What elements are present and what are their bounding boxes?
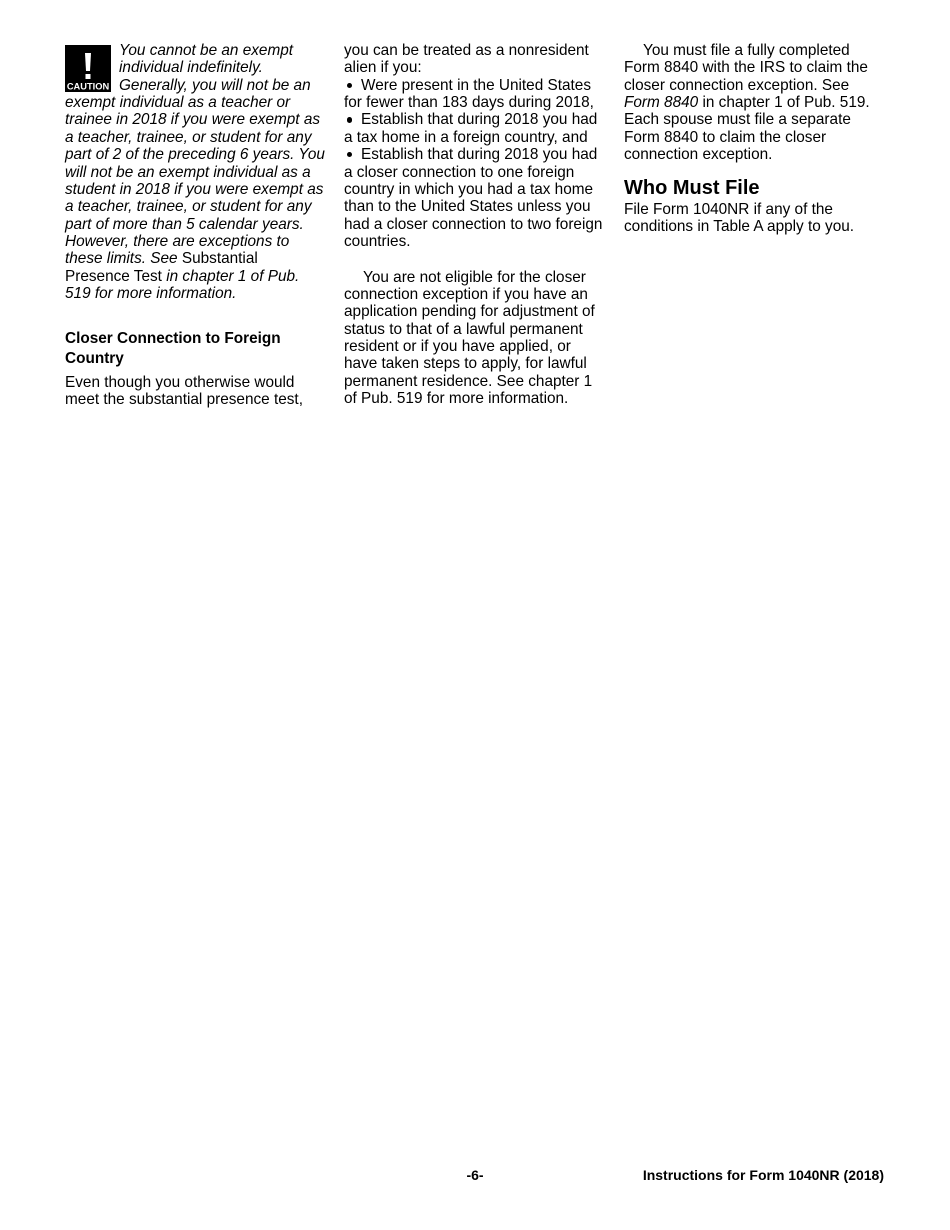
document-title: Instructions for Form 1040NR (2018) [642, 1167, 884, 1183]
heading-closer-connection [65, 329, 327, 369]
caution-text-line: will not be an exempt individual as a [65, 163, 311, 181]
paragraph-line: application pending for adjustment of [344, 303, 595, 321]
page-number: -6- [466, 1167, 484, 1183]
cross-reference: Form 8840 [624, 94, 699, 112]
paragraph-line: meet the substantial presence test, [65, 390, 303, 408]
paragraph-line: connection exception if you have an [344, 285, 588, 303]
caution-text-line [65, 268, 327, 285]
paragraph-line: Form 8840 with the IRS to claim the [624, 59, 868, 77]
paragraph-form-8840 [624, 42, 886, 164]
caution-text-line: Generally, you will not be an [119, 76, 311, 94]
paragraph-line: conditions in Table A apply to you. [624, 217, 855, 235]
bullet-icon [344, 77, 361, 94]
bullet-list [344, 77, 606, 251]
paragraph-who-must-file [624, 201, 886, 236]
heading-who-must-file: Who Must File [624, 176, 760, 199]
heading-line: Country [65, 350, 124, 368]
caution-text-line: a teacher, trainee, or student for any [65, 198, 312, 216]
caution-text-line: student in 2018 if you were exempt as [65, 180, 324, 198]
bullet-item [344, 146, 606, 250]
column-middle [344, 42, 606, 407]
bullet-text: Were present in the United States [361, 76, 591, 94]
caution-text-line: However, there are exceptions to [65, 232, 290, 250]
paragraph-line: File Form 1040NR if any of the [624, 200, 833, 218]
paragraph-intro-continued [344, 42, 606, 77]
paragraph-line: You are not eligible for the closer [363, 268, 586, 286]
paragraph-line: You must file a fully completed [643, 42, 850, 59]
paragraph-line: resident or if you have applied, or [344, 338, 571, 356]
paragraph-line: Form 8840 to claim the closer [624, 128, 827, 146]
caution-text-line: individual indefinitely. [119, 59, 263, 77]
heading-line: Closer Connection to Foreign [65, 330, 281, 348]
caution-icon [65, 45, 111, 92]
bullet-first-line [344, 146, 606, 163]
caution-text-line: a teacher, trainee, or student for any [65, 128, 312, 146]
paragraph-line: closer connection exception. See [624, 76, 850, 94]
caution-text-line: 519 for more information. [65, 285, 237, 303]
bullet-text: Establish that during 2018 you had [361, 111, 598, 129]
paragraph-line: Each spouse must file a separate [624, 111, 851, 129]
bullet-line: a tax home in a foreign country, and [344, 128, 588, 146]
bullet-line: country in which you had a tax home [344, 180, 594, 198]
bullet-line: for fewer than 183 days during 2018, [344, 94, 594, 112]
caution-note [65, 42, 327, 302]
caution-text-line: trainee in 2018 if you were exempt as [65, 111, 321, 129]
paragraph-line: status to that of a lawful permanent [344, 320, 583, 338]
paragraph-line: of Pub. 519 for more information. [344, 390, 569, 408]
cross-reference: Substantial [181, 250, 258, 268]
caution-text-line: part of more than 5 calendar years. [65, 215, 304, 233]
paragraph-line: permanent residence. See chapter 1 [344, 372, 593, 390]
paragraph-ineligibility [344, 269, 606, 408]
paragraph-line [624, 94, 886, 111]
paragraph-line: you can be treated as a nonresident [344, 42, 589, 59]
bullet-first-line [344, 77, 606, 94]
caution-text-line [65, 250, 327, 267]
bullet-item [344, 77, 606, 112]
cross-reference: Presence Test [65, 267, 162, 285]
bullet-icon [344, 111, 361, 128]
caution-text: in chapter 1 of Pub. [161, 267, 300, 285]
bullet-line: a closer connection to one foreign [344, 163, 575, 181]
caution-text-line: part of 2 of the preceding 6 years. You [65, 146, 325, 164]
column-left [65, 42, 327, 408]
column-right [624, 42, 886, 235]
caution-label: CAUTION [66, 81, 110, 92]
paragraph-intro [65, 374, 327, 409]
paragraph-text: in chapter 1 of Pub. 519. [698, 94, 870, 112]
bullet-first-line [344, 111, 606, 128]
bullet-item [344, 111, 606, 146]
bullet-line: had a closer connection to two foreign [344, 215, 603, 233]
caution-text: these limits. See [65, 250, 182, 268]
paragraph-line: Even though you otherwise would [65, 373, 295, 391]
paragraph-line: connection exception. [624, 146, 773, 164]
paragraph-line: have taken steps to apply, for lawful [344, 355, 587, 373]
bullet-text: Establish that during 2018 you had [361, 146, 598, 164]
bullet-line: countries. [344, 232, 411, 250]
bullet-icon [344, 146, 361, 163]
caution-text-line: exempt individual as a teacher or [65, 94, 291, 112]
paragraph-line: alien if you: [344, 59, 422, 77]
bullet-line: than to the United States unless you [344, 198, 591, 216]
caution-text-line: You cannot be an exempt [119, 42, 294, 59]
